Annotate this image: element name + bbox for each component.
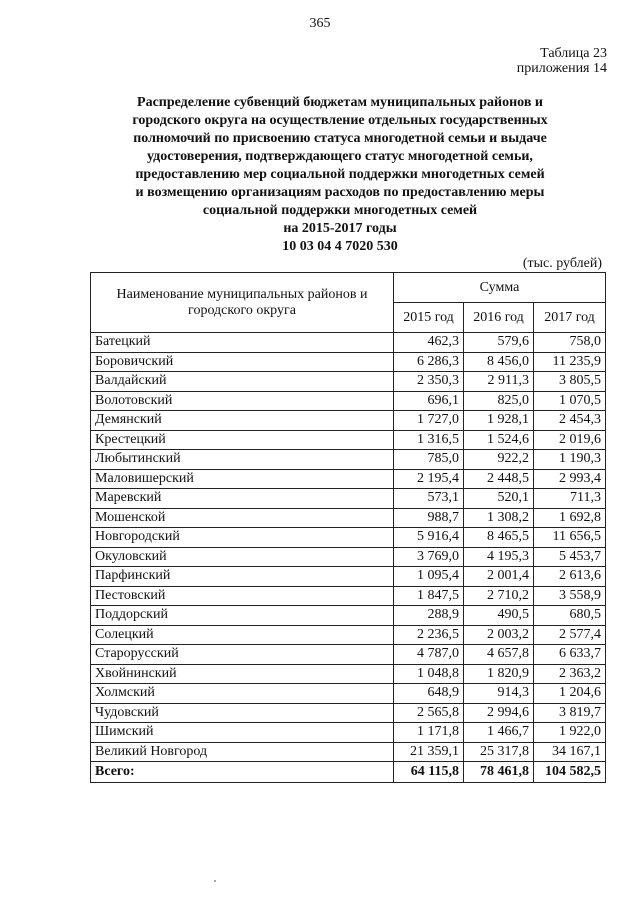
district-name: Волотовский [91,391,394,411]
table-row [91,489,606,509]
value-2017: 1 692,8 [534,508,606,528]
header-year-2015: 2015 год [394,303,464,333]
value-2015: 648,9 [394,684,464,704]
table-row [91,411,606,431]
table-row [91,742,606,762]
title-line: предоставлению мер социальной поддержки многодетных семей [135,167,545,182]
value-2017: 3 805,5 [534,372,606,392]
value-2015: 3 769,0 [394,547,464,567]
annex-reference [517,46,607,76]
table-row [91,703,606,723]
table-row [91,606,606,626]
total-2017: 104 582,5 [534,762,606,783]
title-line: Распределение субвенций бюджетам муниципальных районов и [137,95,543,110]
value-2015: 988,7 [394,508,464,528]
value-2017: 11 656,5 [534,528,606,548]
value-2017: 1 922,0 [534,723,606,743]
value-2017: 5 453,7 [534,547,606,567]
value-2015: 785,0 [394,450,464,470]
table-row [91,528,606,548]
district-name: Солецкий [91,625,394,645]
total-row [91,762,606,783]
table-row [91,567,606,587]
title-line: городского округа на осуществление отдельных государственных [132,113,548,128]
header-sum: Сумма [394,273,606,303]
value-2015: 288,9 [394,606,464,626]
value-2015: 2 236,5 [394,625,464,645]
table-row [91,430,606,450]
district-name: Батецкий [91,333,394,353]
table-row [91,508,606,528]
value-2016: 2 911,3 [464,372,534,392]
subvention-table [90,272,606,783]
value-2017: 1 204,6 [534,684,606,704]
value-2017: 11 235,9 [534,352,606,372]
title-line: полномочий по присвоению статуса многодетной семьи и выдаче [133,131,547,146]
table-row [91,469,606,489]
table-row [91,586,606,606]
value-2016: 1 928,1 [464,411,534,431]
value-2016: 922,2 [464,450,534,470]
header-year-2017: 2017 год [534,303,606,333]
value-2016: 25 317,8 [464,742,534,762]
value-2017: 1 070,5 [534,391,606,411]
value-2016: 579,6 [464,333,534,353]
scan-speck [214,880,216,882]
value-2015: 696,1 [394,391,464,411]
table-row [91,391,606,411]
value-2016: 2 994,6 [464,703,534,723]
title-line: на 2015-2017 годы [283,221,397,236]
district-name: Шимский [91,723,394,743]
district-name: Чудовский [91,703,394,723]
value-2017: 3 819,7 [534,703,606,723]
value-2016: 1 524,6 [464,430,534,450]
title-line: удостоверения, подтверждающего статус многодетной семьи, [147,149,533,164]
value-2017: 2 019,6 [534,430,606,450]
district-name: Любытинский [91,450,394,470]
district-name: Окуловский [91,547,394,567]
district-name: Парфинский [91,567,394,587]
district-name: Валдайский [91,372,394,392]
units-label: (тыс. рублей) [522,256,602,271]
value-2015: 1 171,8 [394,723,464,743]
table-row [91,547,606,567]
value-2017: 2 454,3 [534,411,606,431]
table-row [91,684,606,704]
value-2017: 758,0 [534,333,606,353]
value-2016: 2 710,2 [464,586,534,606]
value-2015: 21 359,1 [394,742,464,762]
value-2017: 2 993,4 [534,469,606,489]
value-2016: 2 448,5 [464,469,534,489]
title-line: 10 03 04 4 7020 530 [282,239,398,254]
table-row [91,333,606,353]
annex-appendix-label: приложения 14 [516,61,607,76]
annex-table-label: Таблица 23 [540,46,607,61]
district-name: Холмский [91,684,394,704]
district-name: Крестецкий [91,430,394,450]
header-year-2016: 2016 год [464,303,534,333]
table-body [91,333,606,762]
value-2016: 2 003,2 [464,625,534,645]
value-2016: 914,3 [464,684,534,704]
value-2017: 3 558,9 [534,586,606,606]
value-2016: 520,1 [464,489,534,509]
value-2015: 1 727,0 [394,411,464,431]
value-2017: 34 167,1 [534,742,606,762]
value-2015: 1 095,4 [394,567,464,587]
value-2017: 1 190,3 [534,450,606,470]
value-2016: 4 195,3 [464,547,534,567]
district-name: Боровичский [91,352,394,372]
header-name: Наименование муниципальных районов и городского округа [91,273,394,333]
table-row [91,352,606,372]
value-2015: 1 316,5 [394,430,464,450]
value-2015: 2 350,3 [394,372,464,392]
value-2017: 2 363,2 [534,664,606,684]
value-2017: 711,3 [534,489,606,509]
total-label: Всего: [91,762,394,783]
total-2016: 78 461,8 [464,762,534,783]
value-2015: 573,1 [394,489,464,509]
value-2017: 680,5 [534,606,606,626]
value-2015: 4 787,0 [394,645,464,665]
value-2016: 8 456,0 [464,352,534,372]
title-line: и возмещению организациям расходов по предоставлению меры [135,185,545,200]
value-2016: 8 465,5 [464,528,534,548]
total-2015: 64 115,8 [394,762,464,783]
value-2016: 1 820,9 [464,664,534,684]
district-name: Старорусский [91,645,394,665]
district-name: Маревский [91,489,394,509]
value-2015: 462,3 [394,333,464,353]
table-row [91,723,606,743]
value-2015: 2 565,8 [394,703,464,723]
value-2017: 2 613,6 [534,567,606,587]
value-2016: 4 657,8 [464,645,534,665]
table-row [91,625,606,645]
table-row [91,664,606,684]
value-2015: 5 916,4 [394,528,464,548]
value-2015: 2 195,4 [394,469,464,489]
district-name: Поддорский [91,606,394,626]
value-2016: 1 308,2 [464,508,534,528]
district-name: Мошенской [91,508,394,528]
district-name: Демянский [91,411,394,431]
value-2017: 6 633,7 [534,645,606,665]
district-name: Маловишерский [91,469,394,489]
table-row [91,645,606,665]
value-2017: 2 577,4 [534,625,606,645]
value-2016: 1 466,7 [464,723,534,743]
table-row [91,372,606,392]
page-number: 365 [309,16,331,31]
value-2015: 6 286,3 [394,352,464,372]
document-title [90,94,590,256]
value-2016: 2 001,4 [464,567,534,587]
value-2015: 1 048,8 [394,664,464,684]
value-2016: 825,0 [464,391,534,411]
title-line: социальной поддержки многодетных семей [202,203,478,218]
district-name: Пестовский [91,586,394,606]
value-2016: 490,5 [464,606,534,626]
value-2015: 1 847,5 [394,586,464,606]
district-name: Великий Новгород [91,742,394,762]
table-row [91,450,606,470]
district-name: Новгородский [91,528,394,548]
district-name: Хвойнинский [91,664,394,684]
